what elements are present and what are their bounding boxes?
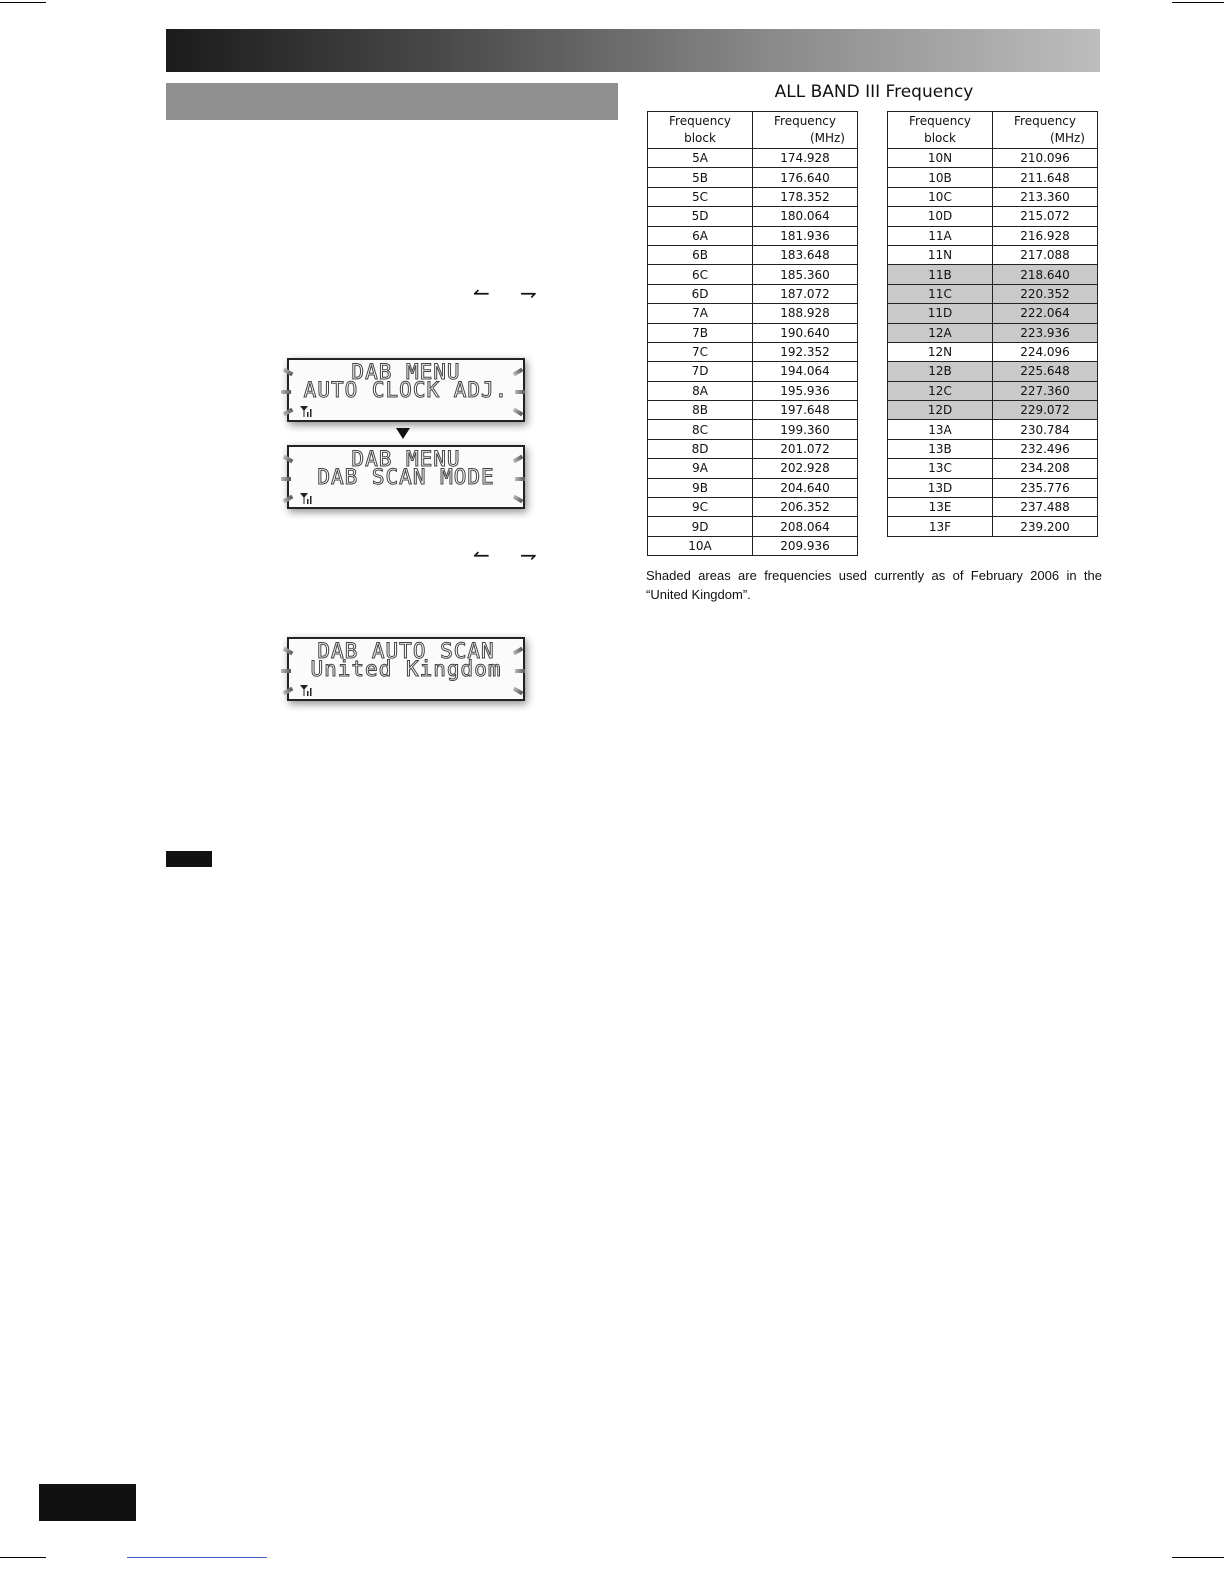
table-row bbox=[648, 439, 858, 458]
left-arrow-icon: ↼ bbox=[473, 543, 490, 567]
table-row bbox=[648, 265, 858, 284]
frequency-mhz-cell: 178.352 bbox=[753, 187, 858, 206]
table-row bbox=[888, 149, 1098, 168]
frequency-mhz-cell: 229.072 bbox=[993, 401, 1098, 420]
header-frequency-block bbox=[648, 112, 753, 149]
signal-icon bbox=[299, 405, 313, 417]
frequency-block-cell: 7D bbox=[648, 362, 753, 381]
table-row bbox=[888, 401, 1098, 420]
frequency-block-cell: 8D bbox=[648, 439, 753, 458]
frequency-block-cell: 13B bbox=[888, 439, 993, 458]
lcd-line-1: DAB AUTO SCAN bbox=[317, 639, 495, 663]
table-row bbox=[648, 168, 858, 187]
frequency-mhz-cell: 201.072 bbox=[753, 439, 858, 458]
frequency-mhz-cell: 218.640 bbox=[993, 265, 1098, 284]
frequency-mhz-cell: 195.936 bbox=[753, 381, 858, 400]
table-row bbox=[888, 420, 1098, 439]
frequency-block-cell: 5B bbox=[648, 168, 753, 187]
table-row bbox=[888, 459, 1098, 478]
frequency-block-cell: 10C bbox=[888, 187, 993, 206]
table-row bbox=[648, 517, 858, 536]
frequency-block-cell: 13D bbox=[888, 478, 993, 497]
header-text: Frequency bbox=[669, 114, 731, 128]
flash-ray-icon bbox=[283, 687, 294, 695]
table-row bbox=[648, 536, 858, 555]
header-text: Frequency bbox=[1014, 114, 1076, 128]
frequency-mhz-cell: 180.064 bbox=[753, 207, 858, 226]
table-row bbox=[648, 401, 858, 420]
frequency-mhz-cell: 174.928 bbox=[753, 149, 858, 168]
table-row bbox=[888, 517, 1098, 536]
page-number-tab bbox=[39, 1484, 136, 1521]
table-row bbox=[888, 439, 1098, 458]
lcd-line-2: DAB SCAN MODE bbox=[317, 465, 495, 489]
table-row bbox=[648, 187, 858, 206]
frequency-mhz-cell: 194.064 bbox=[753, 362, 858, 381]
table-header-row bbox=[648, 112, 858, 149]
frequency-block-cell: 6C bbox=[648, 265, 753, 284]
left-arrow-icon: ↼ bbox=[473, 281, 490, 305]
right-arrow-icon: ⇁ bbox=[520, 281, 537, 305]
frequency-table-left bbox=[647, 111, 858, 556]
flash-ray-icon bbox=[515, 390, 525, 394]
table-row bbox=[648, 245, 858, 264]
frequency-block-cell: 9D bbox=[648, 517, 753, 536]
lcd-line-1: DAB MENU bbox=[351, 447, 461, 471]
crop-mark-bottom-left bbox=[0, 1557, 46, 1558]
flash-ray-icon bbox=[513, 495, 524, 503]
frequency-block-cell: 10D bbox=[888, 207, 993, 226]
header-text: (MHz) bbox=[1049, 131, 1085, 145]
frequency-block-cell: 8A bbox=[648, 381, 753, 400]
table-row bbox=[648, 459, 858, 478]
signal-icon bbox=[299, 492, 313, 504]
frequency-mhz-cell: 209.936 bbox=[753, 536, 858, 555]
footer-link-underline bbox=[127, 1557, 267, 1558]
crop-mark-top-right bbox=[1172, 2, 1224, 3]
frequency-mhz-cell: 222.064 bbox=[993, 304, 1098, 323]
flash-ray-icon bbox=[515, 669, 525, 673]
table-row bbox=[648, 498, 858, 517]
header-text: Frequency bbox=[774, 114, 836, 128]
table-row bbox=[888, 207, 1098, 226]
frequency-mhz-cell: 176.640 bbox=[753, 168, 858, 187]
crop-mark-top-left bbox=[0, 2, 46, 3]
table-row bbox=[648, 284, 858, 303]
flash-ray-icon bbox=[281, 477, 291, 481]
table-row bbox=[648, 149, 858, 168]
frequency-block-cell: 9C bbox=[648, 498, 753, 517]
table-row bbox=[888, 245, 1098, 264]
frequency-mhz-cell: 210.096 bbox=[993, 149, 1098, 168]
frequency-block-cell: 5C bbox=[648, 187, 753, 206]
header-text: block bbox=[684, 131, 716, 145]
frequency-block-cell: 7C bbox=[648, 342, 753, 361]
frequency-block-cell: 6D bbox=[648, 284, 753, 303]
frequency-mhz-cell: 204.640 bbox=[753, 478, 858, 497]
lcd-line-1: DAB MENU bbox=[351, 360, 461, 384]
table-row bbox=[888, 284, 1098, 303]
table-row bbox=[888, 187, 1098, 206]
frequency-block-cell: 11B bbox=[888, 265, 993, 284]
frequency-block-cell: 13E bbox=[888, 498, 993, 517]
frequency-block-cell: 10A bbox=[648, 536, 753, 555]
frequency-mhz-cell: 220.352 bbox=[993, 284, 1098, 303]
frequency-block-cell: 13C bbox=[888, 459, 993, 478]
frequency-block-cell: 9A bbox=[648, 459, 753, 478]
frequency-block-cell: 12A bbox=[888, 323, 993, 342]
frequency-block-cell: 9B bbox=[648, 478, 753, 497]
frequency-mhz-cell: 215.072 bbox=[993, 207, 1098, 226]
frequency-mhz-cell: 237.488 bbox=[993, 498, 1098, 517]
frequency-mhz-cell: 227.360 bbox=[993, 381, 1098, 400]
frequency-block-cell: 6B bbox=[648, 245, 753, 264]
table-row bbox=[648, 304, 858, 323]
table-row bbox=[648, 207, 858, 226]
frequency-mhz-cell: 202.928 bbox=[753, 459, 858, 478]
table-row bbox=[648, 478, 858, 497]
frequency-block-cell: 8B bbox=[648, 401, 753, 420]
flash-ray-icon bbox=[283, 408, 294, 416]
section-heading-bar bbox=[166, 83, 618, 120]
table-row bbox=[888, 168, 1098, 187]
frequency-mhz-cell: 217.088 bbox=[993, 245, 1098, 264]
table-row bbox=[888, 362, 1098, 381]
down-triangle-icon bbox=[396, 428, 410, 439]
flash-ray-icon bbox=[283, 647, 294, 655]
frequency-block-cell: 11A bbox=[888, 226, 993, 245]
table-row bbox=[648, 226, 858, 245]
table-row bbox=[648, 323, 858, 342]
table-title: ALL BAND III Frequency bbox=[774, 82, 974, 102]
frequency-block-cell: 6A bbox=[648, 226, 753, 245]
frequency-mhz-cell: 211.648 bbox=[993, 168, 1098, 187]
frequency-block-cell: 7B bbox=[648, 323, 753, 342]
frequency-mhz-cell: 192.352 bbox=[753, 342, 858, 361]
signal-icon bbox=[299, 684, 313, 696]
flash-ray-icon bbox=[281, 390, 291, 394]
frequency-block-cell: 5A bbox=[648, 149, 753, 168]
table-row bbox=[888, 226, 1098, 245]
frequency-mhz-cell: 199.360 bbox=[753, 420, 858, 439]
table-caption: Shaded areas are frequencies used currently as of February 2006 in the “United Kingdom”. bbox=[646, 568, 1102, 602]
frequency-mhz-cell: 208.064 bbox=[753, 517, 858, 536]
frequency-block-cell: 8C bbox=[648, 420, 753, 439]
frequency-mhz-cell: 235.776 bbox=[993, 478, 1098, 497]
header-frequency-mhz bbox=[993, 112, 1098, 149]
frequency-mhz-cell: 206.352 bbox=[753, 498, 858, 517]
flash-ray-icon bbox=[283, 455, 294, 463]
frequency-mhz-cell: 185.360 bbox=[753, 265, 858, 284]
table-row bbox=[888, 478, 1098, 497]
table-row bbox=[648, 362, 858, 381]
lcd-display bbox=[287, 445, 525, 509]
frequency-mhz-cell: 223.936 bbox=[993, 323, 1098, 342]
table-row bbox=[888, 498, 1098, 517]
frequency-block-cell: 11D bbox=[888, 304, 993, 323]
header-text: Frequency bbox=[909, 114, 971, 128]
frequency-mhz-cell: 190.640 bbox=[753, 323, 858, 342]
table-row bbox=[648, 342, 858, 361]
header-text: (MHz) bbox=[809, 131, 845, 145]
table-row bbox=[888, 265, 1098, 284]
frequency-mhz-cell: 183.648 bbox=[753, 245, 858, 264]
frequency-mhz-cell: 225.648 bbox=[993, 362, 1098, 381]
table-row bbox=[888, 323, 1098, 342]
frequency-block-cell: 12B bbox=[888, 362, 993, 381]
frequency-block-cell: 13F bbox=[888, 517, 993, 536]
frequency-block-cell: 10N bbox=[888, 149, 993, 168]
frequency-block-cell: 12D bbox=[888, 401, 993, 420]
lcd-display bbox=[287, 637, 525, 701]
note-label-box bbox=[166, 851, 212, 867]
frequency-table-right bbox=[887, 111, 1098, 537]
flash-ray-icon bbox=[515, 477, 525, 481]
table-row bbox=[888, 342, 1098, 361]
frequency-mhz-cell: 188.928 bbox=[753, 304, 858, 323]
flash-ray-icon bbox=[283, 368, 294, 376]
lcd-line-2: AUTO CLOCK ADJ. bbox=[303, 378, 509, 402]
table-row bbox=[648, 381, 858, 400]
flash-ray-icon bbox=[283, 495, 294, 503]
frequency-block-cell: 7A bbox=[648, 304, 753, 323]
frequency-block-cell: 12C bbox=[888, 381, 993, 400]
header-frequency-mhz bbox=[753, 112, 858, 149]
frequency-mhz-cell: 234.208 bbox=[993, 459, 1098, 478]
frequency-block-cell: 11C bbox=[888, 284, 993, 303]
flash-ray-icon bbox=[513, 408, 524, 416]
table-header-row bbox=[888, 112, 1098, 149]
lcd-display bbox=[287, 358, 525, 422]
table-row bbox=[648, 420, 858, 439]
frequency-mhz-cell: 232.496 bbox=[993, 439, 1098, 458]
frequency-mhz-cell: 239.200 bbox=[993, 517, 1098, 536]
frequency-block-cell: 5D bbox=[648, 207, 753, 226]
right-arrow-icon: ⇁ bbox=[520, 543, 537, 567]
frequency-mhz-cell: 213.360 bbox=[993, 187, 1098, 206]
frequency-mhz-cell: 216.928 bbox=[993, 226, 1098, 245]
header-text: block bbox=[924, 131, 956, 145]
header-bar bbox=[166, 29, 1100, 72]
frequency-block-cell: 13A bbox=[888, 420, 993, 439]
frequency-block-cell: 12N bbox=[888, 342, 993, 361]
lcd-line-2: United Kingdom bbox=[310, 657, 502, 681]
frequency-mhz-cell: 230.784 bbox=[993, 420, 1098, 439]
frequency-mhz-cell: 181.936 bbox=[753, 226, 858, 245]
header-frequency-block bbox=[888, 112, 993, 149]
flash-ray-icon bbox=[281, 669, 291, 673]
frequency-mhz-cell: 197.648 bbox=[753, 401, 858, 420]
frequency-mhz-cell: 187.072 bbox=[753, 284, 858, 303]
crop-mark-bottom-right bbox=[1172, 1557, 1224, 1558]
frequency-mhz-cell: 224.096 bbox=[993, 342, 1098, 361]
table-row bbox=[888, 381, 1098, 400]
table-row bbox=[888, 304, 1098, 323]
frequency-block-cell: 11N bbox=[888, 245, 993, 264]
frequency-block-cell: 10B bbox=[888, 168, 993, 187]
flash-ray-icon bbox=[513, 687, 524, 695]
